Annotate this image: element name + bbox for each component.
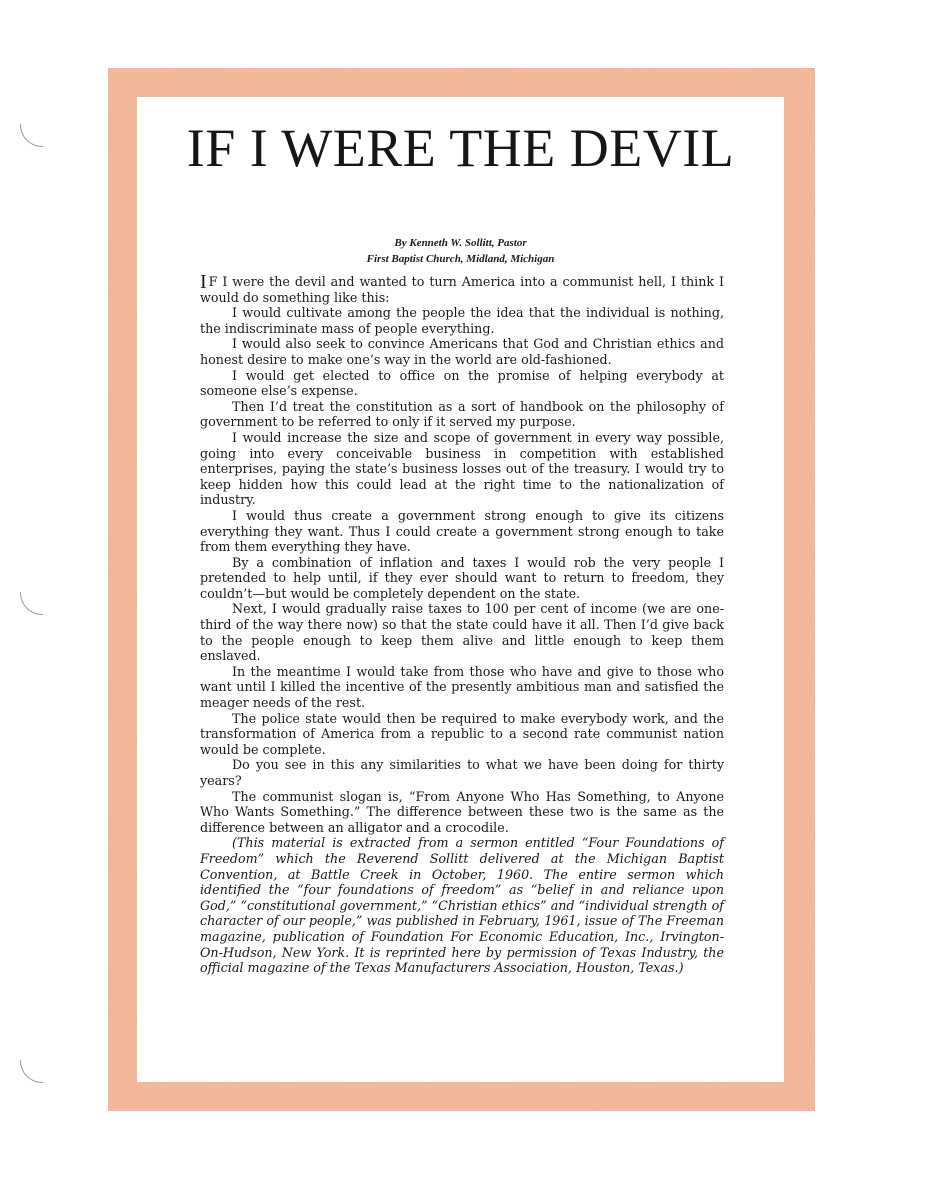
article-body xyxy=(200,271,724,976)
drop-cap: I xyxy=(200,271,207,293)
paragraph: I F I were the devil and wanted to turn America into a communist hell, I think I would do something like this: xyxy=(200,271,724,305)
paragraph: In the meantime I would take from those who have and give to those who want until I killed the incentive of the presently ambitious man and satisfied the meager needs of the rest. xyxy=(200,663,724,711)
paragraph: Next, I would gradually raise taxes to 100 per cent of income (we are one-third of the way there now) so that the state could have it all. Then I’d give back to the people enough to keep them alive and little enough to keep them enslaved. xyxy=(200,601,724,664)
paragraph: I would get elected to office on the promise of helping everybody at someone else’s expense. xyxy=(200,367,724,399)
article-sheet xyxy=(137,97,784,1082)
paragraph: I would cultivate among the people the idea that the individual is nothing, the indiscriminate mass of people everything. xyxy=(200,305,724,336)
binder-hole-mark xyxy=(20,124,43,147)
paragraph: By a combination of inflation and taxes I would rob the very people I pretended to help until, if they ever should want to return to freedom, they couldn’t—but would be completely dependent on the state. xyxy=(200,554,724,601)
byline xyxy=(137,235,784,267)
paragraph: Then I’d treat the constitution as a sort of handbook on the philosophy of government to be referred to only if it served my purpose. xyxy=(200,398,724,430)
paragraph: The communist slogan is, “From Anyone Who Has Something, to Anyone Who Wants Something.” The difference between these two is the same as the difference between an alligator and a crocodile. xyxy=(200,788,724,835)
paragraph: I would thus create a government strong enough to give its citizens everything they want. Thus I could create a government strong enough to take from them everything they have. xyxy=(200,507,724,555)
church-line: First Baptist Church, Midland, Michigan xyxy=(366,253,555,265)
paragraph: I would also seek to convince Americans that God and Christian ethics and honest desire to make one’s way in the world are old-fashioned. xyxy=(200,336,724,367)
paragraph: The police state would then be required to make everybody work, and the transformation of America from a republic to a second rate communist nation would be complete. xyxy=(200,710,724,757)
binder-hole-mark xyxy=(20,592,43,615)
page-title: IF I WERE THE DEVIL xyxy=(186,118,735,178)
author-line: By Kenneth W. Sollitt, Pastor xyxy=(394,237,527,249)
paragraph: I would increase the size and scope of government in every way possible, going into every conceivable business in competition with established enterprises, paying the state’s business losses out of the treasury. I would try to keep hidden how this could lead at the right time to the nationalization of industry. xyxy=(200,429,724,508)
binder-hole-mark xyxy=(20,1060,43,1083)
paragraph: Do you see in this any similarities to what we have been doing for thirty years? xyxy=(200,757,724,788)
editorial-note: (This material is extracted from a sermon entitled “Four Foundations of Freedom” which the Reverend Sollitt delivered at the Michigan Baptist Convention, at Battle Creek in October, 1960. The entire sermon which identified the “four foundations of freedom” as “belief in and reliance upon God,” “constitutional government,” “Christian ethics” and “individual strength of character of our people,” was published in February, 1961, issue of The Freeman magazine, publication of Foundation For Economic Education, Inc., Irvington-On-Hudson, New York. It is reprinted here by permission of Texas Industry, the official magazine of the Texas Manufacturers Association, Houston, Texas.) xyxy=(200,835,724,976)
